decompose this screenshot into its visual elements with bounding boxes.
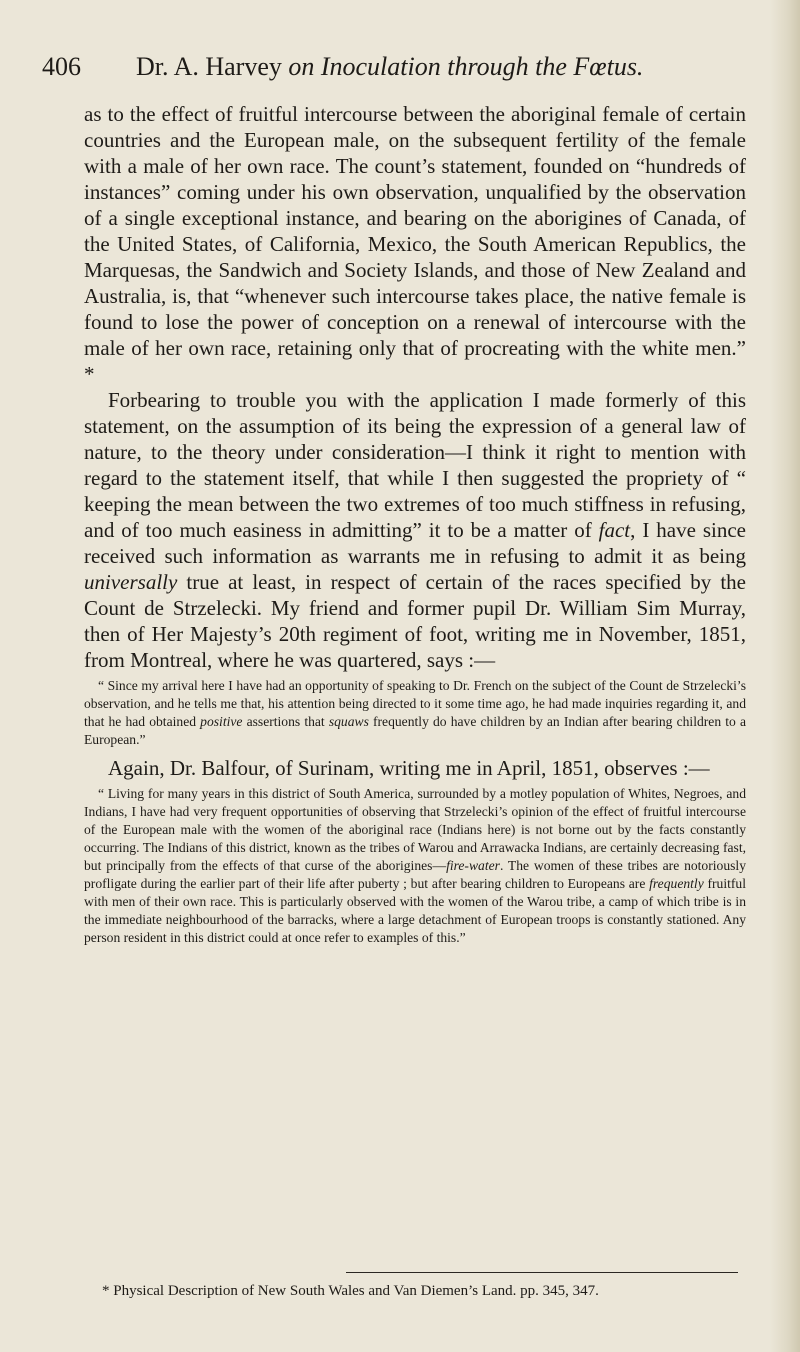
page-edge-shadow — [770, 0, 800, 1352]
emphasis-fact: fact — [598, 518, 631, 542]
running-title-subject: on Inoculation through the Fœtus. — [288, 52, 644, 81]
quotation-murray: “ Since my arrival here I have had an opportunity of speaking to Dr. French on the subject of the Count de Strzelecki’s observation, and he tells me that, his attention being directed to it some time ago, he had made inquiries regarding it, and that he had obtained positive assertions that squaws frequently do have children by an Indian after bearing children to a European.” — [84, 678, 746, 747]
footnote: * Physical Description of New South Wales and Van Diemen’s Land. pp. 345, 347. — [102, 1283, 599, 1299]
running-title — [136, 50, 643, 84]
footnote-rule — [346, 1272, 738, 1273]
paragraph-2: Forbearing to trouble you with the application I made formerly of this statement, on the assumption of its being the expression of a general law of nature, to the theory under consideration—I think it right to mention with regard to the statement itself, that while I then suggested the propriety of “ keeping the mean between the two extremes of too much stiffness in refusing, and of too much easiness in admitting” it to be a matter of fact, I have since received such information as warrants me in refusing to admit it as being universally true at least, in respect of certain of the races specified by the Count de Strzelecki. My friend and former pupil Dr. William Sim Murray, then of Her Majesty’s 20th regiment of foot, writing me in November, 1851, from Montreal, where he was quartered, says :— — [84, 388, 746, 672]
paragraph-1: as to the effect of fruitful intercourse between the aboriginal female of certain countries and the European male, on the subsequent fertility of the female with a male of her own race. The count’s statement, founded on “hundreds of instances” coming under his own observation, unqualified by the observation of a single exceptional instance, and bearing on the aborigines of Canada, of the United States, of California, Mexico, the South American Republics, the Marquesas, the Sandwich and Society Islands, and those of New Zealand and Australia, is, that “whenever such intercourse takes place, the native female is found to lose the power of conception on a renewal of intercourse with the male of her own race, retaining only that of procreating with the white men.” * — [84, 102, 746, 386]
emphasis-squaws: squaws — [328, 714, 369, 729]
body-text — [84, 101, 746, 953]
running-header — [42, 50, 762, 84]
emphasis-frequently: frequently — [649, 876, 704, 891]
paragraph-3: Again, Dr. Balfour, of Surinam, writing me in April, 1851, observes :— — [108, 756, 710, 780]
emphasis-positive: positive — [200, 714, 243, 729]
quotation-balfour: “ Living for many years in this district of South America, surrounded by a motley population of Whites, Negroes, and Indians, I have had very frequent opportunities of observing that Strzelecki’s opinion of the effect of fruitful intercourse of the European male with the women of the aboriginal race (Indians here) is not borne out by the facts constantly occurring. The Indians of this district, known as the tribes of Warou and Arrawacka Indians, are certainly decreasing fast, but principally from the effects of that curse of the aborigines—fire-water. The women of these tribes are notoriously profligate during the earlier part of their life after puberty ; but after bearing children to Europeans are frequently fruitful with men of their own race. This is particularly observed with the women of the Warou tribe, a camp of which tribe is in the immediate neighbourhood of the barracks, where a large detachment of European troops is constantly stationed. Any person resident in this district could at once refer to examples of this.” — [84, 786, 746, 945]
emphasis-fire-water: fire-water — [446, 858, 500, 873]
page-number: 406 — [42, 52, 81, 81]
emphasis-universally: universally — [84, 570, 178, 594]
running-title-author: Dr. A. Harvey — [136, 52, 289, 81]
